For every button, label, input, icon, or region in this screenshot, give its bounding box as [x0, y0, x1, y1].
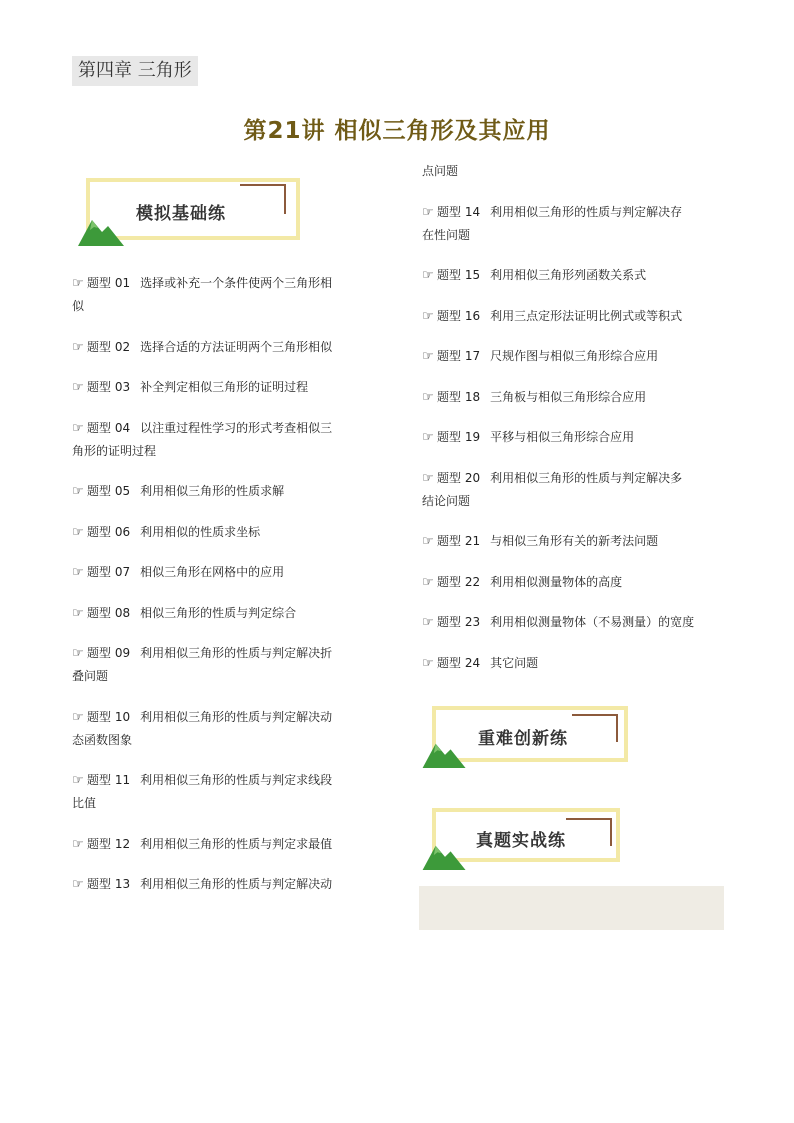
list-item[interactable]: ☞ 题型 03 补全判定相似三角形的证明过程: [72, 376, 364, 399]
pointing-hand-icon: ☞: [72, 565, 84, 580]
list-item[interactable]: ☞ 题型 17 尺规作图与相似三角形综合应用: [422, 345, 726, 368]
list-item[interactable]: ☞ 题型 06 利用相似的性质求坐标: [72, 521, 364, 544]
list-item[interactable]: ☞ 题型 15 利用相似三角形列函数关系式: [422, 264, 726, 287]
pointing-hand-icon: ☞: [72, 524, 84, 540]
banner-basic-label: 模拟基础练: [136, 204, 226, 224]
pointing-hand-icon: ☞: [72, 709, 84, 725]
list-item[interactable]: ☞ 题型 05 利用相似三角形的性质求解: [72, 480, 364, 503]
list-item[interactable]: ☞ 题型 14 利用相似三角形的性质与判定解决存 在性问题: [422, 201, 726, 247]
pointing-hand-icon: ☞: [72, 276, 84, 291]
banner-hard-label: 重难创新练: [478, 729, 568, 749]
pointing-hand-icon: ☞: [72, 339, 84, 355]
list-item[interactable]: ☞ 题型 20 利用相似三角形的性质与判定解决多 结论问题: [422, 467, 726, 513]
page-title: 第21讲 相似三角形及其应用: [243, 118, 551, 144]
pointing-hand-icon: ☞: [72, 484, 84, 499]
pointing-hand-icon: ☞: [422, 615, 434, 630]
list-item[interactable]: ☞ 题型 11 利用相似三角形的性质与判定求线段 比值: [72, 769, 364, 815]
list-item[interactable]: ☞ 题型 24 其它问题: [422, 652, 726, 675]
list-item[interactable]: ☞ 题型 02 选择合适的方法证明两个三角形相似: [72, 336, 364, 359]
pointing-hand-icon: ☞: [422, 470, 434, 486]
list-item[interactable]: ☞ 题型 04 以注重过程性学习的形式考查相似三 角形的证明过程: [72, 417, 364, 463]
list-item[interactable]: ☞ 题型 08 相似三角形的性质与判定综合: [72, 602, 364, 625]
chapter-heading: 第四章 三角形: [72, 56, 198, 86]
list-item[interactable]: ☞ 题型 16 利用三点定形法证明比例式或等积式: [422, 305, 726, 328]
list-item[interactable]: ☞ 题型 21 与相似三角形有关的新考法问题: [422, 530, 726, 553]
pointing-hand-icon: ☞: [72, 836, 84, 852]
banner-real-label: 真题实战练: [476, 831, 566, 851]
mountain-icon: [422, 842, 468, 870]
pointing-hand-icon: ☞: [72, 605, 84, 621]
right-column: [422, 160, 726, 692]
list-item[interactable]: ☞ 题型 18 三角板与相似三角形综合应用: [422, 386, 726, 409]
pointing-hand-icon: ☞: [422, 308, 434, 324]
pointing-hand-icon: ☞: [422, 574, 434, 590]
banner-hard: [422, 706, 628, 768]
list-item[interactable]: ☞ 题型 01 选择或补充一个条件使两个三角形相 似: [72, 272, 364, 318]
banner-real: [422, 808, 620, 870]
pointing-hand-icon: ☞: [72, 646, 84, 661]
list-item-continuation: 点问题: [422, 164, 459, 178]
list-item[interactable]: ☞ 题型 13 利用相似三角形的性质与判定解决动: [72, 873, 364, 896]
list-item[interactable]: ☞ 题型 10 利用相似三角形的性质与判定解决动 态函数图象: [72, 706, 364, 752]
pointing-hand-icon: ☞: [422, 655, 434, 671]
pointing-hand-icon: ☞: [72, 420, 84, 436]
pointing-hand-icon: ☞: [72, 773, 84, 788]
pointing-hand-icon: ☞: [422, 430, 434, 445]
placeholder-box: [419, 886, 724, 930]
mountain-icon: [422, 740, 468, 768]
pointing-hand-icon: ☞: [72, 380, 84, 395]
mountain-icon: [78, 216, 126, 246]
list-item[interactable]: ☞ 题型 07 相似三角形在网格中的应用: [72, 561, 364, 584]
pointing-hand-icon: ☞: [422, 204, 434, 220]
left-column: [72, 272, 364, 914]
list-item[interactable]: ☞ 题型 22 利用相似测量物体的高度: [422, 571, 726, 594]
list-item[interactable]: ☞ 题型 23 利用相似测量物体（不易测量）的宽度: [422, 611, 726, 634]
pointing-hand-icon: ☞: [72, 877, 84, 892]
list-item[interactable]: ☞ 题型 12 利用相似三角形的性质与判定求最值: [72, 833, 364, 856]
pointing-hand-icon: ☞: [422, 534, 434, 549]
pointing-hand-icon: ☞: [422, 349, 434, 364]
list-item[interactable]: ☞ 题型 09 利用相似三角形的性质与判定解决折 叠问题: [72, 642, 364, 688]
banner-basic: [78, 178, 300, 246]
pointing-hand-icon: ☞: [422, 389, 434, 405]
pointing-hand-icon: ☞: [422, 268, 434, 283]
list-item[interactable]: ☞ 题型 19 平移与相似三角形综合应用: [422, 426, 726, 449]
